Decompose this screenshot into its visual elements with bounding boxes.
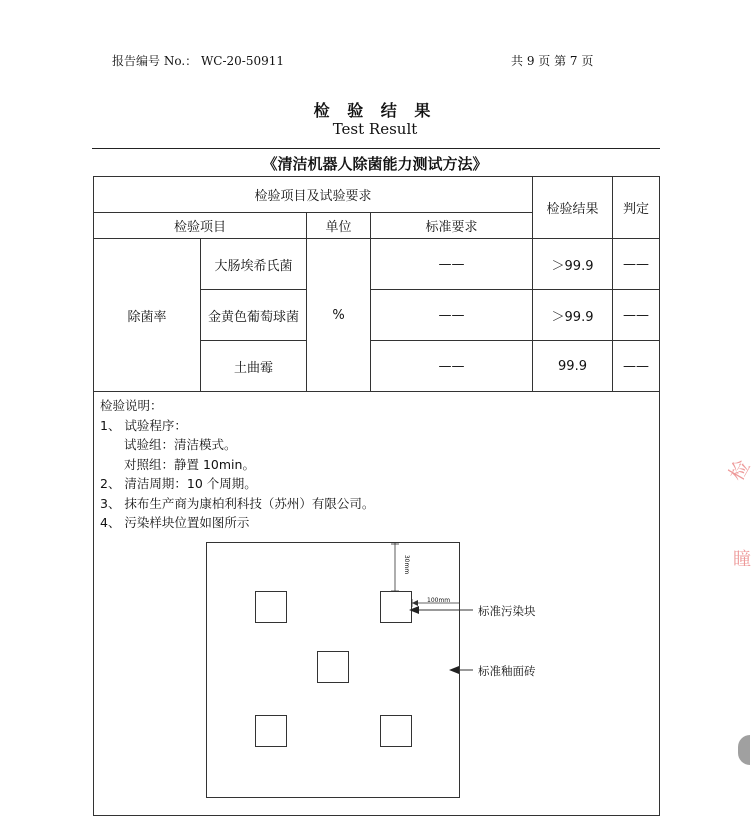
unit-cell: % xyxy=(307,239,371,392)
notes-heading: 检验说明： xyxy=(100,398,163,413)
col-result-header: 检验结果 xyxy=(533,177,613,239)
label-glazed-tile: 标准釉面砖 xyxy=(478,664,536,678)
result-cell: ＞99.9 xyxy=(533,290,613,341)
result-cell: 99.9 xyxy=(533,341,613,392)
item-cell: 金黄色葡萄球菌 xyxy=(201,290,307,341)
note-item: 2、 清洁周期：10 个周期。 xyxy=(100,476,257,491)
note-item: 4、 污染样块位置如图所示 xyxy=(100,515,250,530)
test-notes xyxy=(100,396,374,533)
result-cell: ＞99.9 xyxy=(533,239,613,290)
judge-cell: —— xyxy=(613,290,660,341)
page-title-en: Test Result xyxy=(332,120,418,138)
horizontal-dimension: 100mm xyxy=(427,597,451,604)
seal-stamp: 检 xyxy=(723,455,755,485)
standard-cell: —— xyxy=(371,239,533,290)
label-contamination-block: 标准污染块 xyxy=(478,604,536,618)
note-item: 对照组：静置 10min。 xyxy=(124,456,255,472)
vertical-dimension: 30mm xyxy=(403,554,411,575)
item-cell: 土曲霉 xyxy=(201,341,307,392)
col-unit-header: 单位 xyxy=(307,213,371,239)
col-item-header: 检验项目 xyxy=(94,213,307,239)
report-number: 报告编号 No.： WC-20-50911 xyxy=(112,54,285,68)
note-item: 1、 试验程序： xyxy=(100,417,187,433)
note-item: 3、 抹布生产商为康柏利科技（苏州）有限公司。 xyxy=(100,495,375,511)
judge-cell: —— xyxy=(613,341,660,392)
category-cell: 除菌率 xyxy=(94,239,201,392)
callout-arrows xyxy=(405,590,475,690)
group-header: 检验项目及试验要求 xyxy=(94,177,533,213)
standard-cell: —— xyxy=(371,290,533,341)
page-info: 共 9 页 第 7 页 xyxy=(511,54,594,68)
judge-cell: —— xyxy=(613,239,660,290)
table-row xyxy=(94,239,660,290)
standard-title: 《清洁机器人除菌能力测试方法》 xyxy=(262,155,488,173)
standard-cell: —— xyxy=(371,341,533,392)
result-table xyxy=(93,176,660,392)
page-edge-shadow xyxy=(738,735,750,765)
title-divider xyxy=(92,148,660,149)
col-judge-header: 判定 xyxy=(613,177,660,239)
col-standard-header: 标准要求 xyxy=(371,213,533,239)
note-item: 试验组：清洁模式。 xyxy=(124,437,237,452)
seal-stamp-fragment: 瞳 xyxy=(733,549,751,570)
item-cell: 大肠埃希氏菌 xyxy=(201,239,307,290)
page-title-cn: 检 验 结 果 xyxy=(313,101,437,120)
